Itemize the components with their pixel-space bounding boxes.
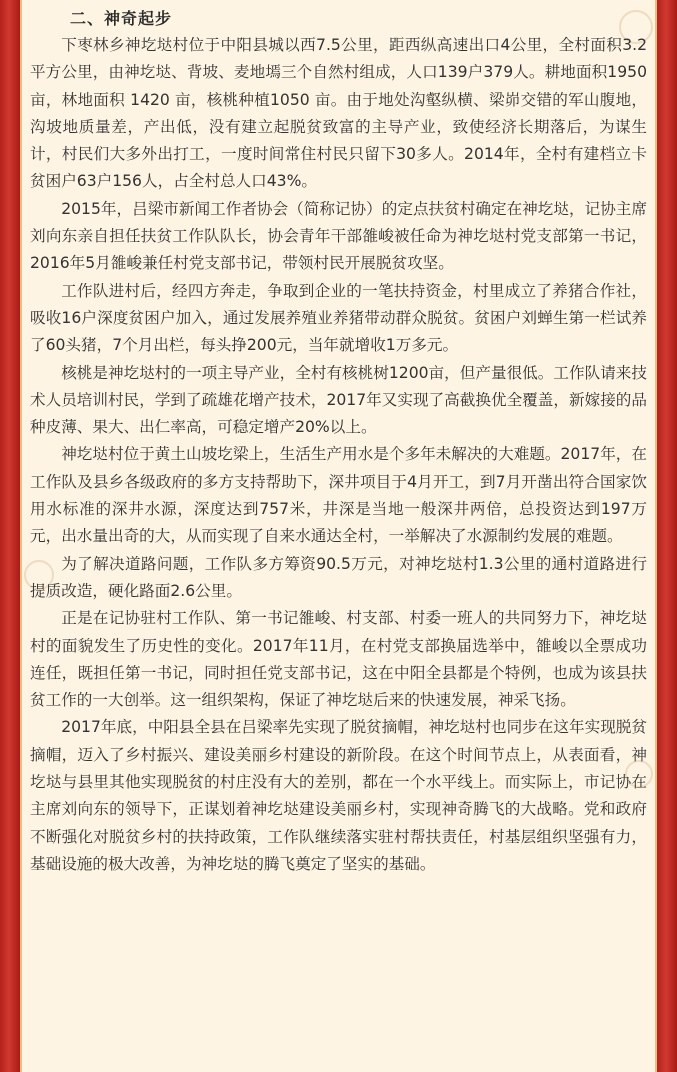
article-body bbox=[30, 6, 647, 878]
paragraph-village-overview: 下枣林乡神圪垯村位于中阳县城以西7.5公里，距西纵高速出口4公里，全村面积3.2平方公里，由神圪垯、背坡、麦地墕三个自然村组成，人口139户379人。耕地面积1950 亩，林地面积 1420 亩，核桃种植1050 亩。由于地处沟壑纵横、梁峁交错的军山腹地，沟坡地质量差，产出低，没有建立起脱贫致富的主导产业，致使经济长期落后，为谋生计，村民们大多外出打工，一度时间常住村民只留下30多人。2014年，全村有建档立卡贫困户63户156人，占全村总人口43%。 bbox=[30, 36, 647, 191]
paragraph-road: 为了解决道路问题，工作队多方筹资90.5万元，对神圪垯村1.3公里的通村道路进行提质改造，硬化路面2.6公里。 bbox=[30, 554, 647, 600]
paragraph-poverty-assignment: 2015年，吕梁市新闻工作者协会（简称记协）的定点扶贫村确定在神圪垯，记协主席刘向东亲自担任扶贫工作队队长，协会青年干部雒峻被任命为神圪垯村党支部第一书记，2016年5月雒峻兼任村党支部书记，带领村民开展脱贫攻坚。 bbox=[30, 199, 647, 273]
paragraph-pig-cooperative: 工作队进村后，经四方奔走，争取到企业的一笔扶持资金，村里成立了养猪合作社，吸收16户深度贫困户加入，通过发展养殖业养猪带动群众脱贫。贫困户刘蝉生第一栏试养了60头猪，7个月出栏，每头挣200元，当年就增收1万多元。 bbox=[30, 281, 647, 355]
left-red-border bbox=[0, 0, 20, 1072]
paragraph-poverty-exit: 2017年底，中阳县全县在吕梁率先实现了脱贫摘帽，神圪垯村也同步在这年实现脱贫摘帽，迈入了乡村振兴、建设美丽乡村建设的新阶段。在这个时间节点上，从表面看，神圪垯与县里其他实现脱贫的村庄没有大的差别，都在一个水平线上。而实际上，市记协在主席刘向东的领导下，正谋划着神圪垯建设美丽乡村，实现神奇腾飞的大战略。党和政府不断强化对脱贫乡村的扶持政策，工作队继续落实驻村帮扶责任，村基层组织坚强有力，基础设施的极大改善，为神圪垯的腾飞奠定了坚实的基础。 bbox=[30, 718, 647, 873]
right-gold-edge bbox=[655, 0, 657, 1072]
paragraph-deep-well: 神圪垯村位于黄土山坡圪梁上，生活生产用水是个多年未解决的大难题。2017年，在工作队及县乡各级政府的多方支持帮助下，深井项目于4月开工，到7月开凿出符合国家饮用水标准的深井水源，深度达到757米，井深是当地一般深井两倍，总投资达到197万元，出水量出奇的大，从而实现了自来水通达全村，一举解决了水源制约发展的难题。 bbox=[30, 445, 647, 546]
paragraph-organization: 正是在记协驻村工作队、第一书记雒峻、村支部、村委一班人的共同努力下，神圪垯村的面貌发生了历史性的变化。2017年11月，在村党支部换届选举中，雒峻以全票成功连任，既担任第一书记，同时担任党支部书记，这在中阳全县都是个特例，也成为该县扶贫工作的一大创举。这一组织架构，保证了神圪垯后来的快速发展，神采飞扬。 bbox=[30, 609, 647, 710]
section-heading: 二、神奇起步 bbox=[70, 9, 173, 28]
paragraph-walnut-industry: 核桃是神圪垯村的一项主导产业，全村有核桃树1200亩，但产量很低。工作队请来技术人员培训村民，学到了疏雄花增产技术，2017年又实现了高截换优全覆盖，新嫁接的品种皮薄、果大、出仁率高，可稳定增产20%以上。 bbox=[30, 363, 647, 437]
right-red-border bbox=[657, 0, 677, 1072]
left-gold-edge bbox=[20, 0, 22, 1072]
